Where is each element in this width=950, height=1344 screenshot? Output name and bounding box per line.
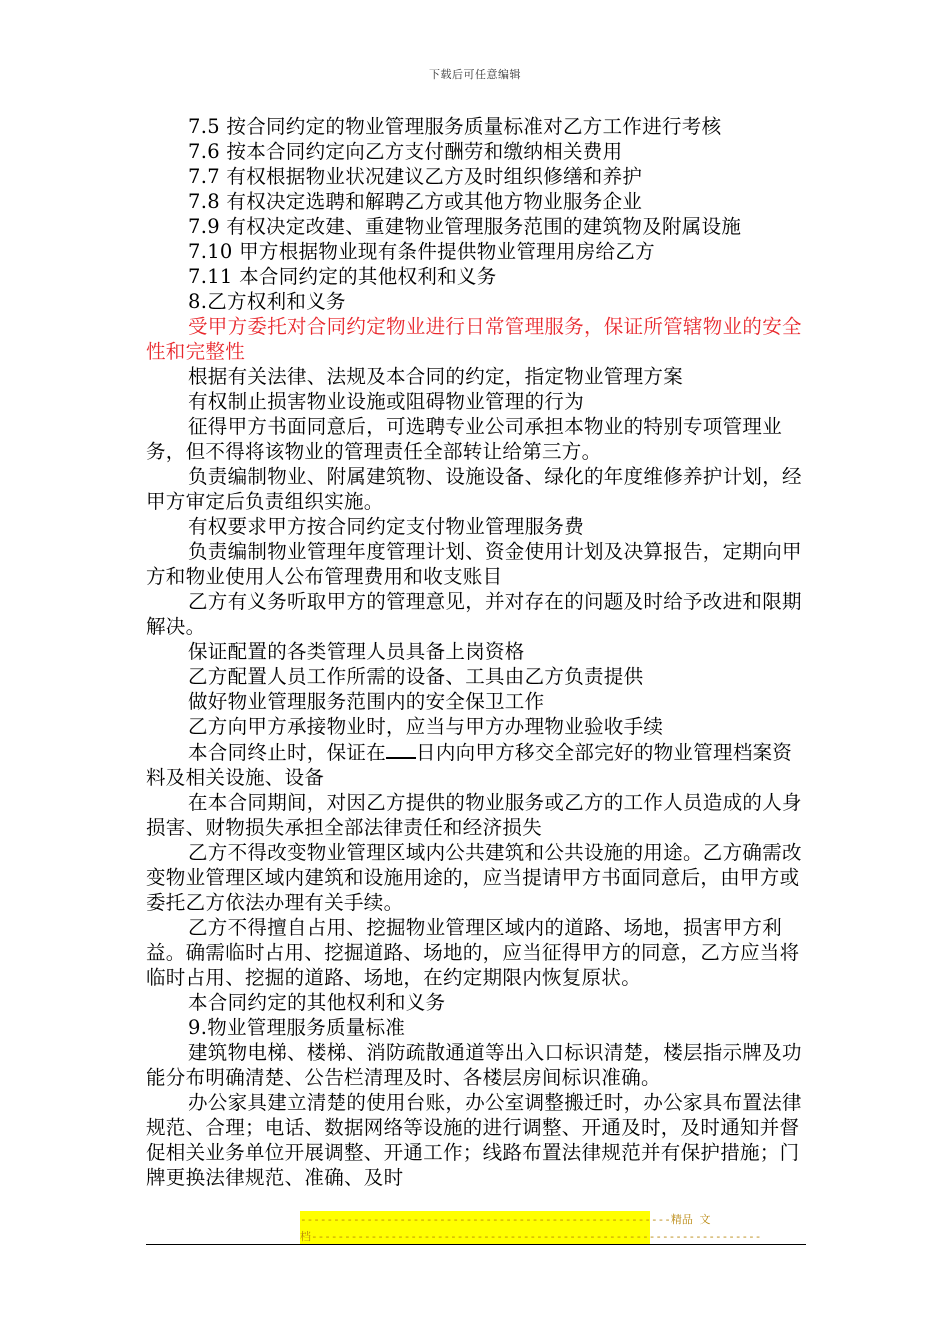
footer-line-1 xyxy=(300,1211,711,1228)
paragraph-group-1 xyxy=(146,114,810,739)
paragraph: 征得甲方书面同意后，可选聘专业公司承担本物业的特别专项管理业务，但不得将该物业的管理责任全部转让给第三方。 xyxy=(146,415,783,463)
footer-label-1: 精品 文 xyxy=(670,1213,711,1226)
paragraph: 保证配置的各类管理人员具备上岗资格 xyxy=(188,640,525,663)
footer-dashes-2: -------------------------------------------------------------------- xyxy=(311,1230,762,1243)
paragraph: 乙方不得改变物业管理区域内公共建筑和公共设施的用途。乙方确需改变物业管理区域内建筑和设施用途的，应当提请甲方书面同意后，由甲方或委托乙方依法办理有关手续。 xyxy=(146,841,802,914)
fill-in-blank xyxy=(386,739,416,759)
paragraph: 有权制止损害物业设施或阻碍物业管理的行为 xyxy=(188,390,585,413)
paragraph-group-2 xyxy=(146,790,810,1190)
paragraph: 7.6 按本合同约定向乙方支付酬劳和缴纳相关费用 xyxy=(188,140,623,163)
page-header-note: 下载后可任意编辑 xyxy=(429,68,521,81)
footer-watermark-band xyxy=(300,1211,762,1245)
paragraph: 7.7 有权根据物业状况建议乙方及时组织修缮和养护 xyxy=(188,165,643,188)
footer-line-2 xyxy=(300,1228,762,1245)
paragraph: 本合同约定的其他权利和义务 xyxy=(188,991,446,1014)
footer-divider xyxy=(146,1244,806,1245)
footer-label-2: 档 xyxy=(300,1230,311,1243)
paragraph: 有权要求甲方按合同约定支付物业管理服务费 xyxy=(188,515,585,538)
blank-paragraph-before: 本合同终止时，保证在 xyxy=(188,741,387,764)
paragraph: 乙方有义务听取甲方的管理意见，并对存在的问题及时给予改进和限期解决。 xyxy=(146,590,802,638)
paragraph: 负责编制物业管理年度管理计划、资金使用计划及决算报告，定期向甲方和物业使用人公布管理费用和收支账目 xyxy=(146,540,802,588)
paragraph: 建筑物电梯、楼梯、消防疏散通道等出入口标识清楚，楼层指示牌及功能分布明确清楚、公告栏清理及时、各楼层房间标识准确。 xyxy=(146,1041,802,1089)
paragraph: 7.9 有权决定改建、重建物业管理服务范围的建筑物及附属设施 xyxy=(188,215,742,238)
paragraph: 9.物业管理服务质量标准 xyxy=(188,1016,406,1039)
paragraph-with-blank xyxy=(146,739,810,790)
paragraph: 7.8 有权决定选聘和解聘乙方或其他方物业服务企业 xyxy=(188,190,643,213)
footer-dashes-1: -------------------------------------------------------- xyxy=(300,1213,671,1226)
paragraph: 乙方向甲方承接物业时，应当与甲方办理物业验收手续 xyxy=(188,715,664,738)
paragraph: 7.11 本合同约定的其他权利和义务 xyxy=(188,265,497,288)
paragraph: 根据有关法律、法规及本合同的约定，指定物业管理方案 xyxy=(188,365,684,388)
paragraph: 负责编制物业、附属建筑物、设施设备、绿化的年度维修养护计划，经甲方审定后负责组织实施。 xyxy=(146,465,802,513)
paragraph: 做好物业管理服务范围内的安全保卫工作 xyxy=(188,690,545,713)
paragraph: 办公家具建立清楚的使用台账，办公室调整搬迁时，办公家具布置法律规范、合理；电话、数据网络等设施的进行调整、开通及时，及时通知并督促相关业务单位开展调整、开通工作；线路布置法律规范并有保护措施；门牌更换法律规范、准确、及时 xyxy=(146,1091,802,1189)
paragraph: 受甲方委托对合同约定物业进行日常管理服务，保证所管辖物业的安全性和完整性 xyxy=(146,315,802,363)
paragraph: 7.10 甲方根据物业现有条件提供物业管理用房给乙方 xyxy=(188,240,655,263)
paragraph: 7.5 按合同约定的物业管理服务质量标准对乙方工作进行考核 xyxy=(188,115,722,138)
blank-paragraph-after: 日内向甲方移交全部完好的物业管理档案资料及相关设施、设备 xyxy=(146,741,793,789)
document-body xyxy=(146,114,810,1190)
paragraph: 8.乙方权利和义务 xyxy=(188,290,346,313)
paragraph: 在本合同期间，对因乙方提供的物业服务或乙方的工作人员造成的人身损害、财物损失承担全部法律责任和经济损失 xyxy=(146,791,802,839)
paragraph: 乙方不得擅自占用、挖掘物业管理区域内的道路、场地，损害甲方利益。确需临时占用、挖掘道路、场地的，应当征得甲方的同意，乙方应当将临时占用、挖掘的道路、场地，在约定期限内恢复原状。 xyxy=(146,916,800,989)
paragraph: 乙方配置人员工作所需的设备、工具由乙方负责提供 xyxy=(188,665,644,688)
